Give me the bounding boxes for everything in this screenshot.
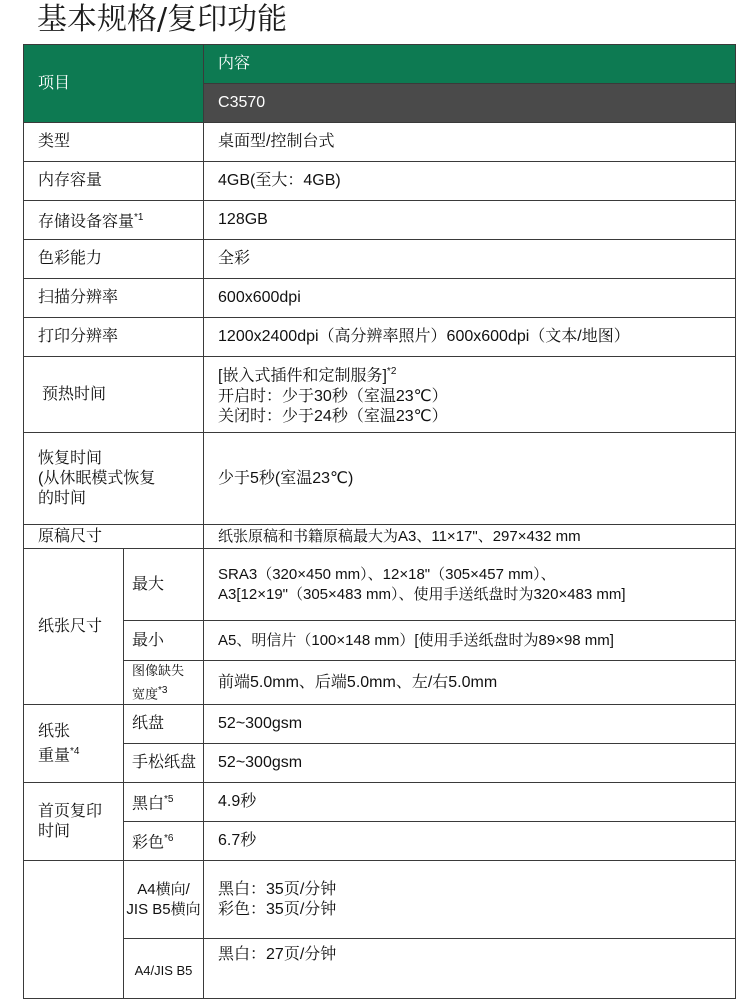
row-label-recovery xyxy=(24,433,204,525)
storage-footnote: *1 xyxy=(134,211,144,223)
row-label-paper-size: 纸张尺寸 xyxy=(24,549,124,705)
first-copy-label-2: 时间 xyxy=(38,822,71,840)
margin-label-2: 宽度$^{*3}$ xyxy=(132,685,168,702)
row-value-scan-res: 600x600dpi xyxy=(204,279,736,318)
row-label-original: 原稿尺寸 xyxy=(24,525,204,549)
row-value-recovery: 少于5秒(室温23℃) xyxy=(204,433,736,525)
row-value-color: 全彩 xyxy=(204,240,736,279)
row-label-scan-res: 扫描分辨率 xyxy=(24,279,204,318)
row-label-color: 色彩能力 xyxy=(24,240,204,279)
row-value-memory: 4GB(至大：4GB) xyxy=(204,162,736,201)
header-item: 项目 xyxy=(24,45,204,123)
warmup-line-3: 关闭时：少于24秒（室温23℃） xyxy=(218,407,448,425)
row-label-copy-speed xyxy=(24,861,124,999)
row-value-storage: 128GB xyxy=(204,201,736,240)
speed-a4-label xyxy=(124,861,204,939)
first-copy-bw-label: 黑白$^{*5}$ xyxy=(124,783,204,822)
speed-next-label: A4/JIS B5 xyxy=(124,939,204,999)
row-value-warmup xyxy=(204,357,736,433)
speed-a4-value xyxy=(204,861,736,939)
speed-a4-label-2: JIS B5横向 xyxy=(126,900,201,918)
row-label-memory: 内存容量 xyxy=(24,162,204,201)
row-label-print-res: 打印分辨率 xyxy=(24,318,204,357)
row-label-type: 类型 xyxy=(24,123,204,162)
speed-a4-color: 彩色：35页/分钟 xyxy=(218,900,337,918)
paper-size-max-label: 最大 xyxy=(124,549,204,621)
speed-a4-label-1: A4横向/ xyxy=(137,880,190,898)
row-label-storage xyxy=(24,201,204,240)
speed-next-bw: 黑白：27页/分钟 xyxy=(204,939,736,999)
recovery-label-1: 恢复时间 xyxy=(38,449,103,467)
row-value-print-res: 1200x2400dpi（高分辨率照片）600x600dpi（文本/地图） xyxy=(204,318,736,357)
paper-size-max-line-2: A3[12×19"（305×483 mm）、使用手送纸盘时为320×483 mm] xyxy=(218,585,626,603)
paper-weight-tray-value: 52~300gsm xyxy=(204,705,736,744)
paper-size-min-label: 最小 xyxy=(124,621,204,661)
paper-size-margin-value: 前端5.0mm、后端5.0mm、左/右5.0mm xyxy=(204,661,736,705)
row-label-warmup: 预热时间 xyxy=(24,357,204,433)
paper-weight-label-2: 重量$^{*4}$ xyxy=(38,745,80,764)
paper-size-margin-label xyxy=(124,661,204,705)
speed-a4-bw: 黑白：35页/分钟 xyxy=(218,880,337,898)
paper-weight-bypass-value: 52~300gsm xyxy=(204,744,736,783)
warmup-line-1: [嵌入式插件和定制服务]$^{*2}$ xyxy=(218,366,397,385)
first-copy-color-label: 彩色$^{*6}$ xyxy=(124,822,204,861)
row-label-paper-weight xyxy=(24,705,124,783)
first-copy-bw-value: 4.9秒 xyxy=(204,783,736,822)
paper-size-max-value xyxy=(204,549,736,621)
row-label-first-copy xyxy=(24,783,124,861)
row-value-original: 纸张原稿和书籍原稿最大为A3、11×17"、297×432 mm xyxy=(204,525,736,549)
warmup-line-2: 开启时：少于30秒（室温23℃） xyxy=(218,387,448,405)
page-title: 基本规格/复印功能 xyxy=(37,2,288,37)
recovery-label-2: (从休眠模式恢复 xyxy=(38,469,156,487)
first-copy-color-value: 6.7秒 xyxy=(204,822,736,861)
paper-size-max-line-1: SRA3（320×450 mm）、12×18"（305×457 mm）、 xyxy=(218,565,556,583)
header-content: 内容 xyxy=(204,45,736,84)
paper-weight-label-1: 纸张 xyxy=(38,722,71,740)
spec-table xyxy=(23,44,736,999)
storage-label-text: 存储设备容量 xyxy=(38,213,135,231)
margin-label-1: 图像缺失 xyxy=(132,663,185,678)
paper-weight-tray-label: 纸盘 xyxy=(124,705,204,744)
row-value-type: 桌面型/控制台式 xyxy=(204,123,736,162)
recovery-label-3: 的时间 xyxy=(38,489,87,507)
paper-size-min-value: A5、明信片（100×148 mm）[使用手送纸盘时为89×98 mm] xyxy=(204,621,736,661)
header-model: C3570 xyxy=(204,84,736,123)
first-copy-label-1: 首页复印 xyxy=(38,802,103,820)
paper-weight-bypass-label: 手松纸盘 xyxy=(124,744,204,783)
